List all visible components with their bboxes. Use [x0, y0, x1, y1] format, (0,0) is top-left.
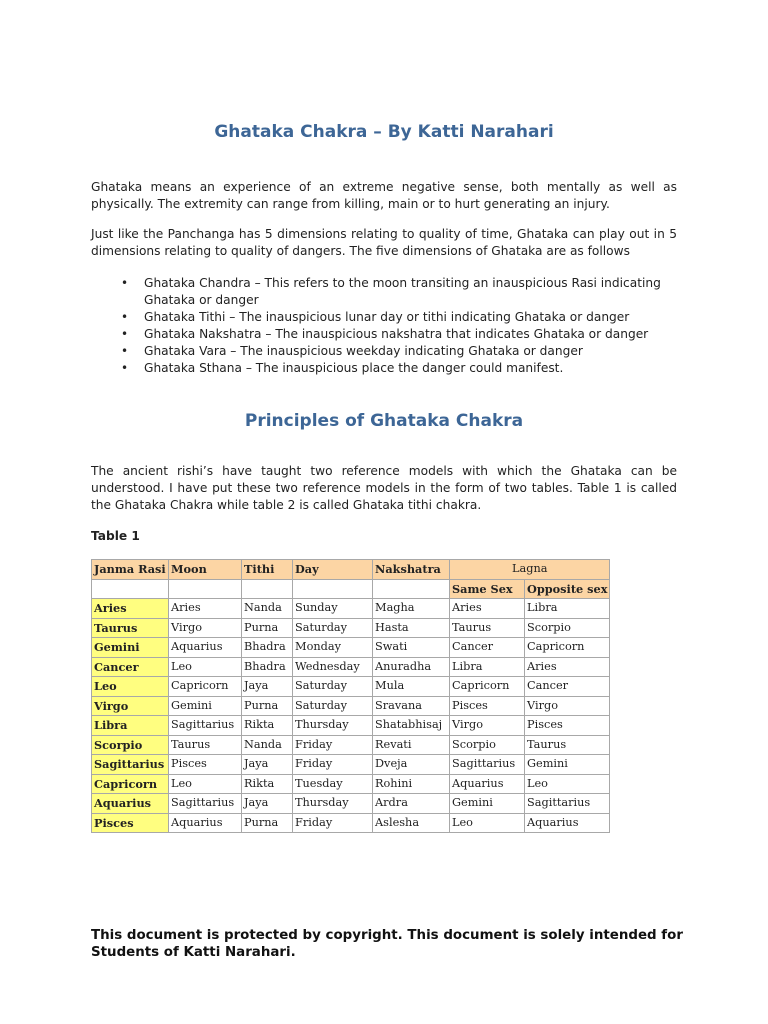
cell-moon: Aries — [169, 599, 242, 619]
cell-moon: Aquarius — [169, 638, 242, 658]
cell-rasi: Capricorn — [92, 774, 169, 794]
cell-moon: Leo — [169, 657, 242, 677]
cell-tithi: Nanda — [242, 599, 293, 619]
cell-same-sex: Pisces — [450, 696, 525, 716]
cell-day: Friday — [293, 813, 373, 833]
list-item: • Ghataka Nakshatra – The inauspicious nakshatra that indicates Ghataka or danger — [121, 327, 649, 341]
cell-opposite-sex: Taurus — [525, 735, 610, 755]
cell-tithi: Jaya — [242, 755, 293, 775]
cell-same-sex: Leo — [450, 813, 525, 833]
cell-nakshatra: Aslesha — [373, 813, 450, 833]
cell-day: Saturday — [293, 677, 373, 697]
cell-nakshatra: Anuradha — [373, 657, 450, 677]
cell-nakshatra: Swati — [373, 638, 450, 658]
cell-rasi: Aquarius — [92, 794, 169, 814]
cell-rasi: Taurus — [92, 618, 169, 638]
cell-moon: Pisces — [169, 755, 242, 775]
cell-moon: Gemini — [169, 696, 242, 716]
cell-nakshatra: Magha — [373, 599, 450, 619]
intro-paragraph-2: Just like the Panchanga has 5 dimensions relating to quality of time, Ghataka can play out in 5 dimensions relating to quality of dangers. The five dimensions of Ghataka are as follows — [91, 227, 677, 258]
cell-nakshatra: Ardra — [373, 794, 450, 814]
intro-paragraph-1: Ghataka means an experience of an extreme negative sense, both mentally as well as physically. The extremity can range from killing, main or to hurt generating an injury. — [91, 180, 677, 211]
cell-same-sex: Taurus — [450, 618, 525, 638]
bullet-icon: • — [121, 327, 129, 341]
cell-tithi: Rikta — [242, 716, 293, 736]
cell-day: Monday — [293, 638, 373, 658]
bullet-icon: • — [121, 344, 129, 358]
copyright-notice: This document is protected by copyright. This document is solely intended for Students of Katti Narahari. — [91, 928, 683, 960]
cell-same-sex: Aquarius — [450, 774, 525, 794]
cell-tithi: Bhadra — [242, 657, 293, 677]
cell-day: Friday — [293, 755, 373, 775]
table-row — [92, 735, 610, 755]
cell-nakshatra: Hasta — [373, 618, 450, 638]
principles-heading: Principles of Ghataka Chakra — [244, 411, 524, 431]
cell-day: Tuesday — [293, 774, 373, 794]
cell-opposite-sex: Scorpio — [525, 618, 610, 638]
empty-cell — [169, 579, 242, 599]
cell-nakshatra: Rohini — [373, 774, 450, 794]
cell-tithi: Purna — [242, 696, 293, 716]
table-row — [92, 599, 610, 619]
cell-moon: Sagittarius — [169, 794, 242, 814]
cell-same-sex: Aries — [450, 599, 525, 619]
cell-tithi: Jaya — [242, 677, 293, 697]
table-row — [92, 618, 610, 638]
cell-same-sex: Sagittarius — [450, 755, 525, 775]
cell-day: Sunday — [293, 599, 373, 619]
cell-moon: Leo — [169, 774, 242, 794]
cell-same-sex: Virgo — [450, 716, 525, 736]
table-row — [92, 696, 610, 716]
header-opposite-sex: Opposite sex — [525, 579, 610, 599]
header-same-sex: Same Sex — [450, 579, 525, 599]
cell-opposite-sex: Leo — [525, 774, 610, 794]
cell-same-sex: Libra — [450, 657, 525, 677]
bullet-icon: • — [121, 276, 129, 290]
cell-same-sex: Capricorn — [450, 677, 525, 697]
table-header-row — [92, 560, 610, 580]
cell-opposite-sex: Virgo — [525, 696, 610, 716]
cell-same-sex: Cancer — [450, 638, 525, 658]
cell-rasi: Sagittarius — [92, 755, 169, 775]
cell-nakshatra: Mula — [373, 677, 450, 697]
empty-cell — [92, 579, 169, 599]
document-title: Ghataka Chakra – By Katti Narahari — [214, 122, 554, 142]
cell-moon: Capricorn — [169, 677, 242, 697]
cell-opposite-sex: Cancer — [525, 677, 610, 697]
cell-rasi: Scorpio — [92, 735, 169, 755]
header-janma-rasi: Janma Rasi — [92, 560, 169, 580]
cell-tithi: Bhadra — [242, 638, 293, 658]
table-row — [92, 774, 610, 794]
cell-moon: Taurus — [169, 735, 242, 755]
table-row — [92, 677, 610, 697]
cell-opposite-sex: Gemini — [525, 755, 610, 775]
cell-day: Wednesday — [293, 657, 373, 677]
cell-rasi: Pisces — [92, 813, 169, 833]
cell-day: Thursday — [293, 794, 373, 814]
cell-opposite-sex: Aquarius — [525, 813, 610, 833]
bullet-icon: • — [121, 310, 129, 324]
header-lagna: Lagna — [450, 560, 610, 580]
header-tithi: Tithi — [242, 560, 293, 580]
list-item: • Ghataka Chandra – This refers to the moon transiting an inauspicious Rasi indicating Ghataka or danger — [121, 276, 661, 307]
principles-paragraph: The ancient rishi’s have taught two reference models with which the Ghataka can be understood. I have put these two reference models in the form of two tables. Table 1 is called the Ghataka Chakra while table 2 is called Ghataka tithi chakra. — [91, 464, 677, 512]
cell-nakshatra: Revati — [373, 735, 450, 755]
cell-rasi: Libra — [92, 716, 169, 736]
cell-day: Saturday — [293, 618, 373, 638]
table-row — [92, 638, 610, 658]
header-nakshatra: Nakshatra — [373, 560, 450, 580]
cell-tithi: Purna — [242, 618, 293, 638]
cell-rasi: Gemini — [92, 638, 169, 658]
cell-rasi: Leo — [92, 677, 169, 697]
cell-opposite-sex: Pisces — [525, 716, 610, 736]
list-item: • Ghataka Tithi – The inauspicious lunar day or tithi indicating Ghataka or danger — [121, 310, 630, 324]
cell-day: Thursday — [293, 716, 373, 736]
cell-tithi: Purna — [242, 813, 293, 833]
cell-moon: Virgo — [169, 618, 242, 638]
cell-moon: Aquarius — [169, 813, 242, 833]
empty-cell — [293, 579, 373, 599]
cell-day: Saturday — [293, 696, 373, 716]
cell-opposite-sex: Capricorn — [525, 638, 610, 658]
cell-moon: Sagittarius — [169, 716, 242, 736]
header-day: Day — [293, 560, 373, 580]
cell-rasi: Virgo — [92, 696, 169, 716]
cell-tithi: Nanda — [242, 735, 293, 755]
cell-day: Friday — [293, 735, 373, 755]
cell-opposite-sex: Aries — [525, 657, 610, 677]
table-label: Table 1 — [91, 529, 140, 543]
cell-nakshatra: Sravana — [373, 696, 450, 716]
empty-cell — [373, 579, 450, 599]
cell-same-sex: Scorpio — [450, 735, 525, 755]
table-row — [92, 657, 610, 677]
cell-tithi: Jaya — [242, 794, 293, 814]
cell-rasi: Cancer — [92, 657, 169, 677]
empty-cell — [242, 579, 293, 599]
bullet-icon: • — [121, 361, 129, 375]
cell-tithi: Rikta — [242, 774, 293, 794]
cell-opposite-sex: Libra — [525, 599, 610, 619]
cell-nakshatra: Shatabhisaj — [373, 716, 450, 736]
ghataka-chakra-table — [91, 559, 610, 833]
table-subheader-row — [92, 579, 610, 599]
table-row — [92, 794, 610, 814]
table-row — [92, 755, 610, 775]
dimensions-list — [91, 275, 681, 377]
cell-rasi: Aries — [92, 599, 169, 619]
table-row — [92, 716, 610, 736]
cell-nakshatra: Dveja — [373, 755, 450, 775]
cell-same-sex: Gemini — [450, 794, 525, 814]
list-item: • Ghataka Sthana – The inauspicious place the danger could manifest. — [121, 361, 564, 375]
table-row — [92, 813, 610, 833]
header-moon: Moon — [169, 560, 242, 580]
list-item: • Ghataka Vara – The inauspicious weekday indicating Ghataka or danger — [121, 344, 583, 358]
cell-opposite-sex: Sagittarius — [525, 794, 610, 814]
